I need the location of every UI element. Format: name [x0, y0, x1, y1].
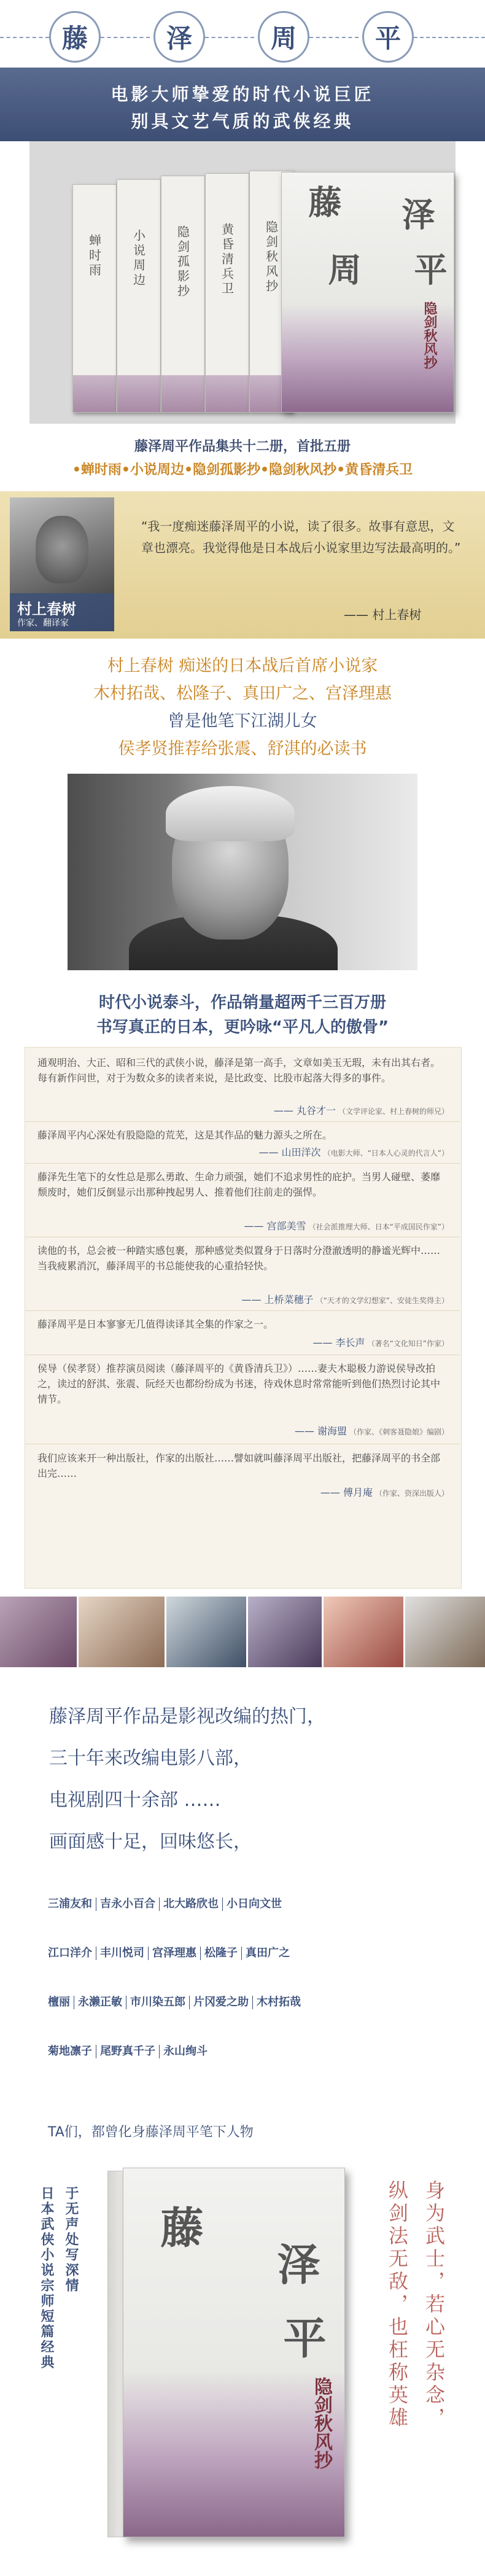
murakami-name-box — [10, 593, 114, 631]
review-signature — [312, 1335, 449, 1349]
review-signature — [241, 1292, 449, 1306]
review-author-note: （作家、《刺客聂隐娘》编剧） — [349, 1428, 449, 1436]
actor-row — [44, 1947, 293, 1971]
actor-name: 檀丽 — [44, 1996, 74, 2009]
actor-row — [44, 1996, 305, 2020]
portrait-face — [36, 516, 88, 583]
review-author: —— 山田洋次 — [258, 1146, 321, 1158]
review-author-note: （作家、资深出版人） — [374, 1489, 449, 1498]
bottom-poem-2: 纵剑法无敌，也枉称英雄 — [386, 2180, 409, 2430]
actor-name: 小日向文世 — [227, 1897, 282, 1910]
tagline-2: 木村拓哉、松隆子、真田广之、宫泽理惠 — [93, 684, 392, 703]
title-dash — [309, 37, 359, 38]
slogan-banner — [0, 68, 485, 141]
cover-title-char: 平 — [409, 252, 448, 286]
headline-line-1: 时代小说泰斗，作品销量超两千三百万册 — [98, 994, 386, 1012]
review-author: —— 李长声 — [312, 1337, 365, 1348]
adaptation-line-2: 三十年来改编电影八部， — [49, 1748, 252, 1769]
cover-title-char: 周 — [323, 252, 362, 286]
book-spine — [205, 173, 249, 413]
murakami-quote: “我一度痴迷藤泽周平的小说，读了很多。故事有意思，文章也漂亮。我觉得他是日本战后小说家里边写法最高明的。” — [141, 519, 461, 555]
cover-subtitle: 隐剑秋风抄 — [311, 2377, 332, 2469]
actor-name: 木村拓哉 — [257, 1996, 301, 2009]
review-author: —— 傅月庵 — [320, 1487, 373, 1498]
review-text: 读他的书，总会被一种踏实感包裹，那种感觉类似置身于日落时分澄澈透明的静谧光辉中……当我疲累消沉，藤泽周平的书总能使我的心重拾轻快。 — [37, 1245, 441, 1272]
actor-name: 吉永小百合 — [96, 1897, 160, 1911]
author-portrait — [68, 774, 417, 970]
intro-line-1: 藤泽周平作品集共十二册，首批五册 — [134, 439, 351, 454]
tagline-4: 侯孝贤推荐给张震、舒淇的必读书 — [118, 739, 367, 758]
title-char-1: 藤 — [49, 11, 101, 63]
film-still — [0, 1597, 77, 1667]
cover-title-char: 泽 — [270, 2242, 320, 2285]
actor-name: 松隆子 — [201, 1947, 242, 1960]
review-text: 侯导（侯孝贤）推荐演员阅读（藤泽周平的《黄昏清兵卫》）……妻夫木聪极力游说侯导改拍之，读过的舒淇、张震、阮经天也都纷纷成为书迷，待戏休息时常常能听到他们热烈讨论其中情节。 — [37, 1363, 441, 1405]
banner-line-2: 别具文艺气质的武侠经典 — [131, 111, 354, 131]
review-text: 藤泽先生笔下的女性总是那么勇敢、生命力顽强，她们不追求男性的庇护。当男人碰壁、萎靡颓废时，她们反倒显示出那种拽起男人、推着他们往前走的强悍。 — [37, 1171, 441, 1198]
intro-line-2: •蝉时雨•小说周边•隐剑孤影抄•隐剑秋风抄•黄昏清兵卫 — [72, 462, 413, 478]
cover-title-char: 平 — [276, 2316, 327, 2359]
title-char-3: 周 — [258, 11, 309, 63]
title-dash — [101, 37, 150, 38]
actor-name: 片冈爱之助 — [190, 1996, 253, 2009]
actor-name: 市川染五郎 — [126, 1996, 190, 2009]
review-author-note: （电影大师、“日本人心灵的代言人”） — [323, 1149, 449, 1158]
film-stills-strip — [0, 1597, 485, 1667]
portrait-hair — [166, 786, 295, 841]
review-text: 藤泽周平是日本寥寥无几值得读译其全集的作家之一。 — [37, 1318, 274, 1330]
book-spine-title: 蝉时雨 — [87, 234, 102, 278]
title-char-4: 平 — [362, 11, 414, 63]
book-set-image — [29, 141, 456, 424]
review-author: —— 丸谷才一 — [273, 1105, 336, 1116]
book-band — [161, 375, 204, 412]
murakami-quote-card — [0, 491, 485, 639]
murakami-name: 村上春树 — [17, 601, 76, 618]
review-signature — [295, 1423, 449, 1438]
reviews-panel — [25, 1047, 462, 1589]
book-spine — [161, 176, 205, 413]
book-spine-title: 小说周边 — [131, 229, 146, 288]
book-spine-title: 隐剑孤影抄 — [175, 225, 190, 299]
featured-book-cover — [123, 2168, 345, 2537]
film-still — [166, 1597, 246, 1667]
review-text: 通观明治、大正、昭和三代的武侠小说，藤泽是第一高手，文章如美玉无瑕，未有出其右者。每有新作问世，对于为数众多的读者来说，是比政变、比股市起落大得多的事件。 — [37, 1057, 441, 1084]
bottom-tagline-1: 日本武侠小说宗师短篇经典 — [39, 2186, 54, 2370]
headline-line-2: 书写真正的日本，更吟咏“平凡人的傲骨” — [96, 1018, 389, 1037]
murakami-signature: —— 村上春树 — [344, 607, 422, 622]
review-author: —— 上桥菜穗子 — [241, 1294, 314, 1306]
adaptation-line-3: 电视剧四十余部 …… — [49, 1789, 221, 1811]
actor-name: 江口洋介 — [44, 1947, 96, 1960]
adaptation-line-4: 画面感十足，回味悠长， — [49, 1831, 252, 1853]
adaptation-line-1: 藤泽周平作品是影视改编的热门， — [49, 1706, 325, 1727]
film-still — [405, 1597, 485, 1667]
book-spine — [72, 184, 117, 413]
review-divider — [25, 1163, 460, 1164]
cover-title-char: 藤 — [303, 185, 342, 218]
review-signature — [258, 1145, 449, 1159]
book-band — [73, 375, 116, 412]
review-signature — [274, 1103, 449, 1117]
film-still — [248, 1597, 322, 1667]
actor-name: 真田广之 — [246, 1947, 290, 1959]
tagline-3: 曾是他笔下江湖儿女 — [168, 712, 317, 731]
book-spine-title: 黄昏清兵卫 — [219, 223, 235, 297]
review-text: 藤泽周平内心深处有股隐隐的荒芜，这是其作品的魅力源头之所在。 — [37, 1129, 333, 1141]
actor-name: 北大路欣也 — [160, 1897, 223, 1911]
review-author-note: （社会派推理大师、日本“平成国民作家”） — [308, 1223, 449, 1231]
actors-summary: TA们，都曾化身藤泽周平笔下人物 — [48, 2125, 254, 2140]
book-band — [206, 375, 249, 412]
actor-row — [44, 1897, 285, 1922]
murakami-photo — [10, 497, 114, 631]
title-row — [0, 11, 485, 66]
actor-name: 永山绚斗 — [163, 2045, 208, 2058]
actor-name: 菊地凛子 — [44, 2045, 96, 2058]
bottom-poem-1: 身为武士，若心无杂念， — [422, 2180, 446, 2430]
review-author: —— 宫部美雪 — [244, 1220, 306, 1232]
tagline-1: 村上春树 痴迷的日本战后首席小说家 — [107, 656, 378, 675]
title-dash — [0, 37, 49, 38]
actor-name: 丰川悦司 — [96, 1947, 149, 1960]
review-signature — [320, 1485, 449, 1499]
cover-subtitle: 隐剑秋风抄 — [422, 302, 437, 369]
film-still — [79, 1597, 165, 1667]
murakami-role: 作家、翻译家 — [17, 618, 69, 628]
book-front-cover — [281, 172, 454, 413]
title-char-2: 泽 — [153, 11, 205, 63]
actor-name: 宫泽理惠 — [149, 1947, 201, 1960]
actor-row — [44, 2045, 211, 2069]
book-spine — [117, 179, 161, 413]
review-author: —— 谢海盟 — [294, 1425, 347, 1437]
title-dash — [205, 37, 254, 38]
film-still — [324, 1597, 403, 1667]
book-band — [117, 375, 160, 412]
actor-name: 尾野真千子 — [96, 2045, 160, 2058]
title-dash — [414, 37, 485, 38]
banner-line-1: 电影大师挚爱的时代小说巨匠 — [111, 84, 374, 104]
bottom-tagline-2: 于无声处写深情 — [63, 2186, 79, 2294]
review-text: 我们应该来开一种出版社，作家的出版社……譬如就叫藤泽周平出版社，把藤泽周平的书全部出完…… — [37, 1452, 441, 1479]
review-author-note: （著名“文化知日”作家） — [367, 1339, 449, 1348]
review-author-note: （文学评论家、村上春树的师兄） — [338, 1107, 449, 1116]
review-divider — [25, 1121, 460, 1122]
cover-title-char: 泽 — [397, 197, 435, 230]
actor-name: 永濑正敏 — [74, 1996, 126, 2009]
book-spine-title: 隐剑秋风抄 — [263, 220, 279, 294]
review-divider — [25, 1310, 460, 1311]
review-author-note: （“天才的文学幻想家”、安徒生奖得主） — [316, 1296, 449, 1305]
actor-name: 三浦友和 — [44, 1897, 96, 1911]
review-signature — [244, 1218, 449, 1232]
cover-title-char: 藤 — [153, 2205, 204, 2248]
